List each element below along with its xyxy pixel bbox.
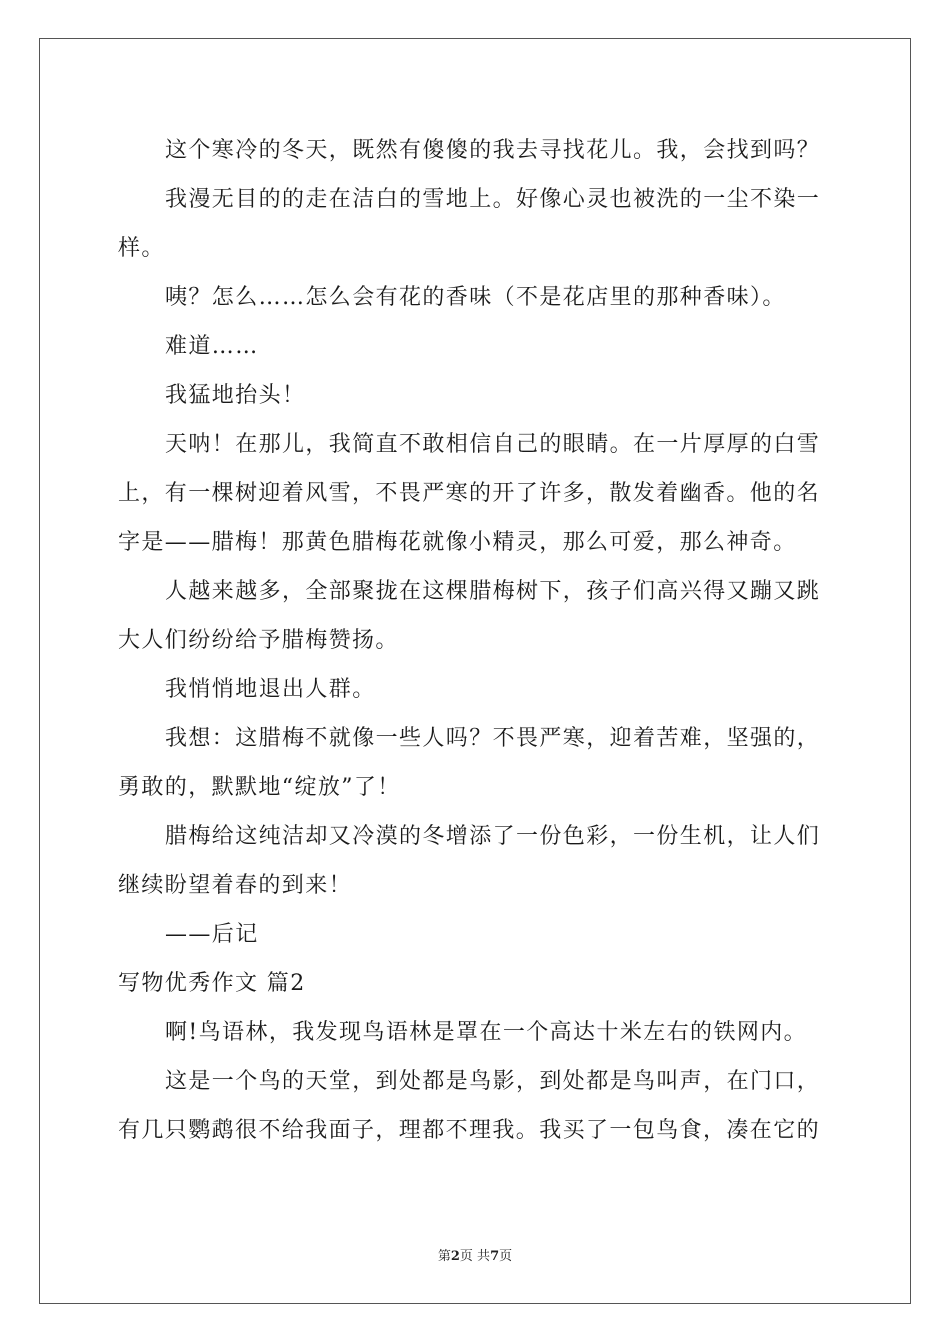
- paragraph: 我漫无目的的走在洁白的雪地上。好像心灵也被洗的一尘不染一样。: [118, 187, 821, 261]
- paragraph: 难道……: [165, 334, 259, 359]
- paragraph: 我猛地抬头！: [165, 383, 306, 408]
- paragraph: 腊梅给这纯洁却又冷漠的冬增添了一份色彩，一份生机，让人们继续盼望着春的到来！: [118, 824, 821, 898]
- section-heading: 写物优秀作文 篇2: [118, 971, 306, 996]
- total-pages-number: 7: [490, 1249, 500, 1264]
- paragraph: 我想：这腊梅不就像一些人吗？不畏严寒，迎着苦难，坚强的，勇敢的，默默地“绽放”了！: [118, 726, 821, 800]
- footer-prefix: 第: [437, 1249, 451, 1264]
- footer-middle: 页 共: [459, 1249, 491, 1264]
- paragraph: 咦？怎么……怎么会有花的香味（不是花店里的那种香味）。: [165, 285, 786, 310]
- footer-suffix: 页: [499, 1249, 513, 1264]
- paragraph: 人越来越多，全部聚拢在这棵腊梅树下，孩子们高兴得又蹦又跳大人们纷纷给予腊梅赞扬。: [118, 579, 821, 653]
- paragraph: 这是一个鸟的天堂，到处都是鸟影，到处都是鸟叫声，在门口，有几只鹦鹉很不给我面子，理都不理我。我买了一包鸟食，凑在它的: [118, 1069, 821, 1143]
- paragraph: 啊!鸟语林，我发现鸟语林是罩在一个高达十米左右的铁网内。: [165, 1020, 808, 1045]
- document-body: [118, 126, 834, 1155]
- paragraph: 天呐！在那儿，我简直不敢相信自己的眼睛。在一片厚厚的白雪上，有一棵树迎着风雪，不畏严寒的开了许多，散发着幽香。他的名字是——腊梅！那黄色腊梅花就像小精灵，那么可爱，那么神奇。: [118, 432, 821, 555]
- paragraph: 我悄悄地退出人群。: [165, 677, 376, 702]
- page-footer: [0, 1248, 950, 1266]
- paragraph: 这个寒冷的冬天，既然有傻傻的我去寻找花儿。我，会找到吗？: [165, 138, 821, 163]
- current-page-number: 2: [450, 1249, 460, 1264]
- paragraph: ——后记: [165, 922, 259, 947]
